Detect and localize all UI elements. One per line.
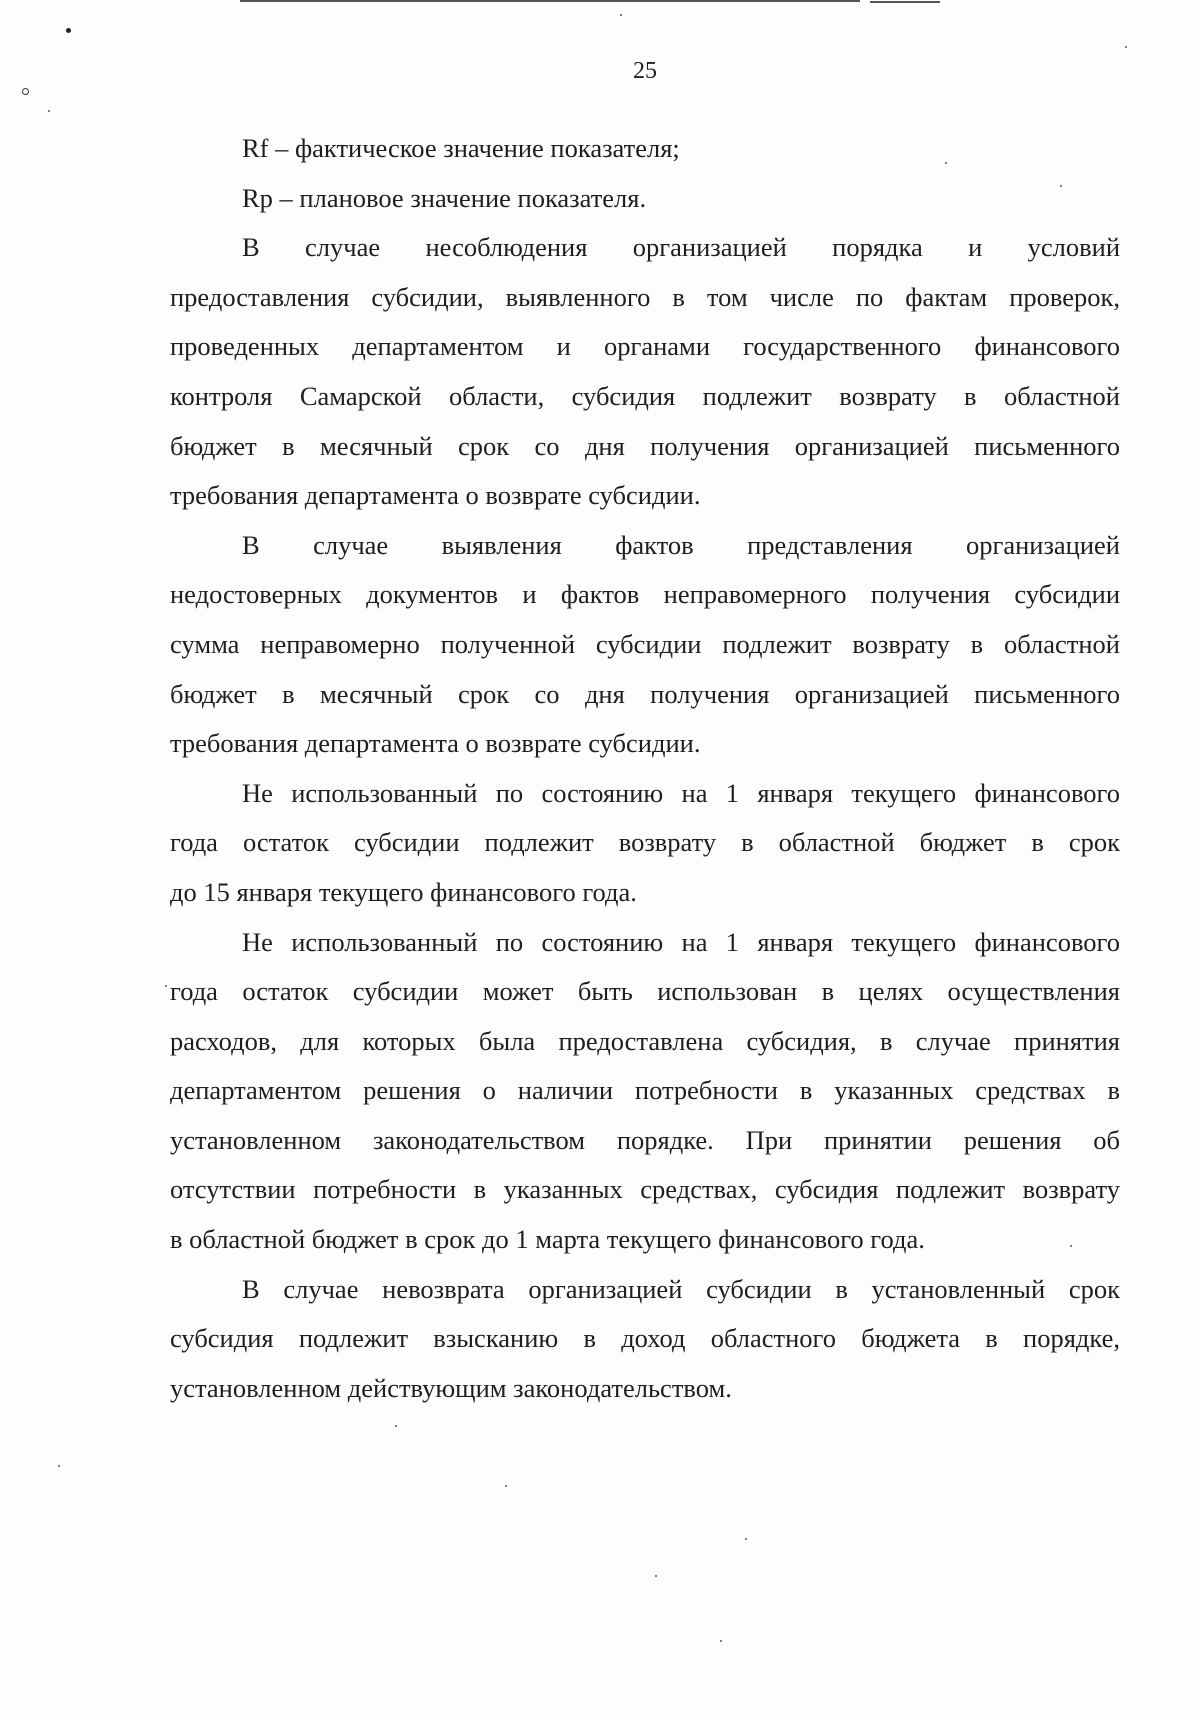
text-line: года остаток субсидии подлежит возврату в областной бюджет в срок	[170, 827, 1120, 858]
document-body	[170, 124, 1120, 1413]
text-line: проведенных департаментом и органами государственного финансового	[170, 331, 1120, 362]
scan-speck	[505, 1485, 507, 1487]
text-line: В случае несоблюдения организацией порядка и условий	[242, 232, 1120, 263]
text-line: установленном действующим законодательством.	[170, 1372, 732, 1403]
text-line: В случае выявления фактов представления организацией	[242, 529, 1120, 560]
text-line: контроля Самарской области, субсидия подлежит возврату в областной	[170, 380, 1120, 411]
text-line: субсидия подлежит взысканию в доход областного бюджета в порядке,	[170, 1323, 1120, 1354]
text-line: департаментом решения о наличии потребности в указанных средствах в	[170, 1075, 1120, 1106]
scan-speck	[58, 1465, 60, 1467]
scan-speck	[1125, 46, 1127, 48]
scan-speck	[655, 1575, 657, 1577]
scan-speck	[66, 28, 71, 33]
text-line: требования департамента о возврате субсидии.	[170, 728, 701, 759]
text-line: Не использованный по состоянию на 1 января текущего финансового	[242, 926, 1120, 957]
text-line: Rf – фактическое значение показателя;	[242, 133, 680, 163]
scan-speck	[22, 88, 29, 95]
text-line: Не использованный по состоянию на 1 января текущего финансового	[242, 777, 1120, 808]
page-number: 25	[633, 58, 657, 84]
text-line: установленном законодательством порядке. При принятии решения об	[170, 1124, 1120, 1155]
text-line: Rp – плановое значение показателя.	[242, 182, 647, 213]
text-line: расходов, для которых была предоставлена субсидия, в случае принятия	[170, 1025, 1120, 1056]
scan-speck	[165, 985, 167, 987]
scan-speck	[745, 1538, 747, 1540]
scan-speck	[395, 1425, 397, 1427]
text-line: В случае невозврата организацией субсидии в установленный срок	[242, 1273, 1120, 1304]
text-line: требования департамента о возврате субсидии.	[170, 480, 701, 511]
text-line: предоставления субсидии, выявленного в том числе по фактам проверок,	[170, 281, 1120, 312]
scan-top-edge-mark	[870, 1, 940, 3]
scan-speck	[620, 14, 622, 16]
text-line: отсутствии потребности в указанных средствах, субсидия подлежит возврату	[170, 1174, 1120, 1205]
text-line: бюджет в месячный срок со дня получения организацией письменного	[170, 430, 1120, 461]
text-line: бюджет в месячный срок со дня получения организацией письменного	[170, 678, 1120, 709]
scan-speck	[720, 1640, 722, 1642]
scan-top-edge-mark	[240, 0, 860, 2]
text-line: сумма неправомерно полученной субсидии подлежит возврату в областной	[170, 628, 1120, 659]
scan-speck	[48, 110, 50, 112]
text-line: года остаток субсидии может быть использован в целях осуществления	[170, 976, 1120, 1007]
text-line: в областной бюджет в срок до 1 марта текущего финансового года.	[170, 1224, 925, 1255]
text-line: до 15 января текущего финансового года.	[170, 876, 637, 907]
text-line: недостоверных документов и фактов неправомерного получения субсидии	[170, 579, 1120, 610]
